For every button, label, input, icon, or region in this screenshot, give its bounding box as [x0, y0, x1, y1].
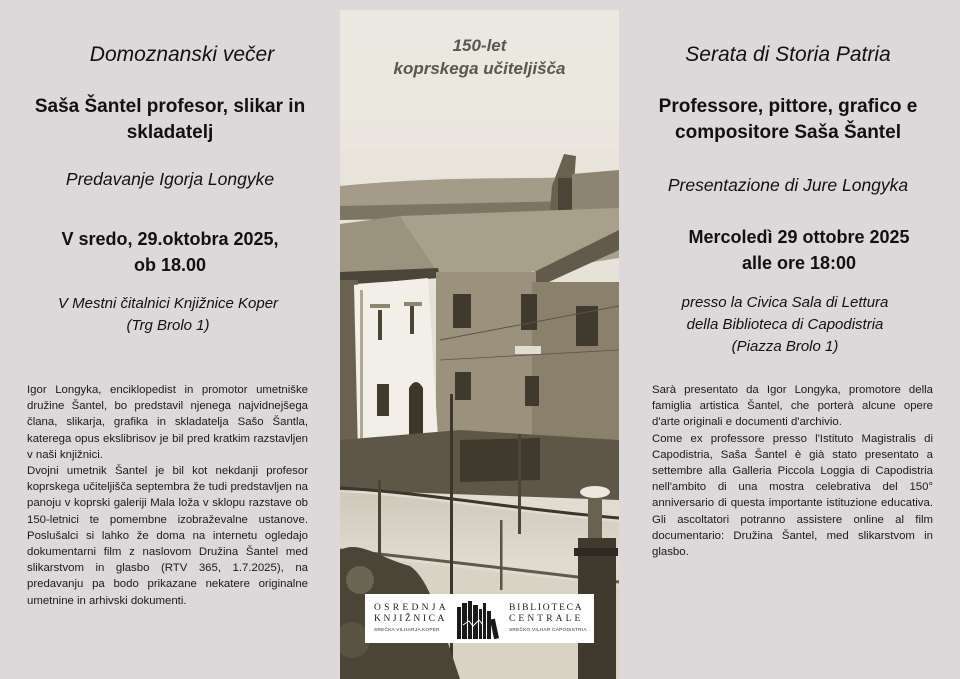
anniversary-title	[340, 34, 619, 80]
anniversary-title-line-1: 150-let	[452, 36, 507, 55]
lecture-title	[0, 94, 340, 146]
event-series-title: Serata di Storia Patria	[685, 43, 891, 66]
lecture-title-line-1: Professore, pittore, grafico e	[658, 96, 918, 117]
event-date-line-1: Mercoledì 29 ottobre 2025	[688, 227, 910, 247]
logo-right-subtitle: SREČKO VILHAR CAPODISTRIA	[509, 628, 587, 633]
logo-right-line-2: CENTRALE	[509, 614, 584, 624]
historic-photo-panel	[340, 10, 619, 679]
presenter-line: Predavanje Igorja Longyke	[65, 169, 275, 189]
venue-line-1: V Mestni čitalnici Knjižnice Koper	[57, 295, 279, 312]
event-date	[620, 224, 960, 276]
description-paragraph-2: Come ex professore presso l'Istituto Magistralis di Capodistria, Saša Šantel è già stato presentato a settembre alla Galleria Piccola Loggia di Capodistria nell'ambito di una mostra celebrativa del 150° anniversario di questa importante istituzione educativa. Gli ascoltatori potranno assistere online al film documentario: Družina Šantel, med slikarstvom in glasbo.	[652, 432, 933, 559]
presenter-line: Presentazione di Jure Longyka	[667, 175, 909, 195]
logo-right-line-1: BIBLIOTECA	[509, 603, 584, 613]
event-venue	[0, 293, 336, 337]
event-date	[0, 226, 340, 278]
anniversary-title-line-2: koprskega učiteljišča	[393, 59, 566, 78]
description-paragraph-2: Dvojni umetnik Šantel je bil kot nekdanji profesor koprskega učiteljišča septembra že tudi predstavljen na panoju v koprski galeriji Mala loža v sklopu razstave ob 150-letnici te pomembne izobraževalne ustanove. Poslušalci si lahko že doma na internetu ogledajo dokumentarni film z naslovom Družina Šantel med slikarstvom in glasbo (RTV 365, 1.7.2025), na predavanju pa bodo prikazane nekatere originalne umetnine in arhivski dokumenti.	[27, 465, 308, 607]
logo-left-line-1: OSREDNJA	[374, 603, 449, 613]
lecture-title-line-2: compositore Saša Šantel	[675, 122, 901, 143]
description-text	[652, 382, 933, 560]
venue-address: (Piazza Brolo 1)	[731, 338, 839, 355]
historic-building-photo	[340, 10, 619, 679]
logo-left-subtitle: SREČKA VILHARJA KOPER	[374, 628, 440, 633]
description-text	[27, 382, 308, 609]
library-logo	[365, 594, 594, 643]
venue-line-2: della Biblioteca di Capodistria	[686, 316, 884, 333]
books-logo-icon	[455, 599, 501, 639]
event-venue	[620, 292, 950, 358]
venue-line-1: presso la Civica Sala di Lettura	[681, 294, 889, 311]
logo-left-line-2: KNJIŽNICA	[374, 614, 448, 624]
lecture-title	[620, 94, 956, 146]
event-time: alle ore 18:00	[741, 253, 857, 273]
lecture-title-line-1: Saša Šantel profesor, slikar in	[34, 96, 306, 117]
description-paragraph-1: Sarà presentato da Igor Longyka, promotore della famiglia artistica Šantel, che porterà alcune opere d'arte originali e documenti d'archivio.	[652, 384, 933, 429]
venue-address: (Trg Brolo 1)	[126, 317, 210, 334]
event-series-title: Domoznanski večer	[89, 43, 275, 66]
lecture-title-line-2: skladatelj	[126, 122, 214, 143]
description-paragraph-1: Igor Longyka, enciklopedist in promotor umetniške družine Šantel, bo predstavil njenega najvidnejšega člana, slikarja, grafika in skladatelja Sašo Šantla, katerega opus ekslibrisov je bil pred kratkim razstavljen v naši knjižnici.	[27, 384, 308, 461]
event-date-line-1: V sredo, 29.oktobra 2025,	[61, 229, 279, 249]
event-time: ob 18.00	[133, 255, 207, 275]
